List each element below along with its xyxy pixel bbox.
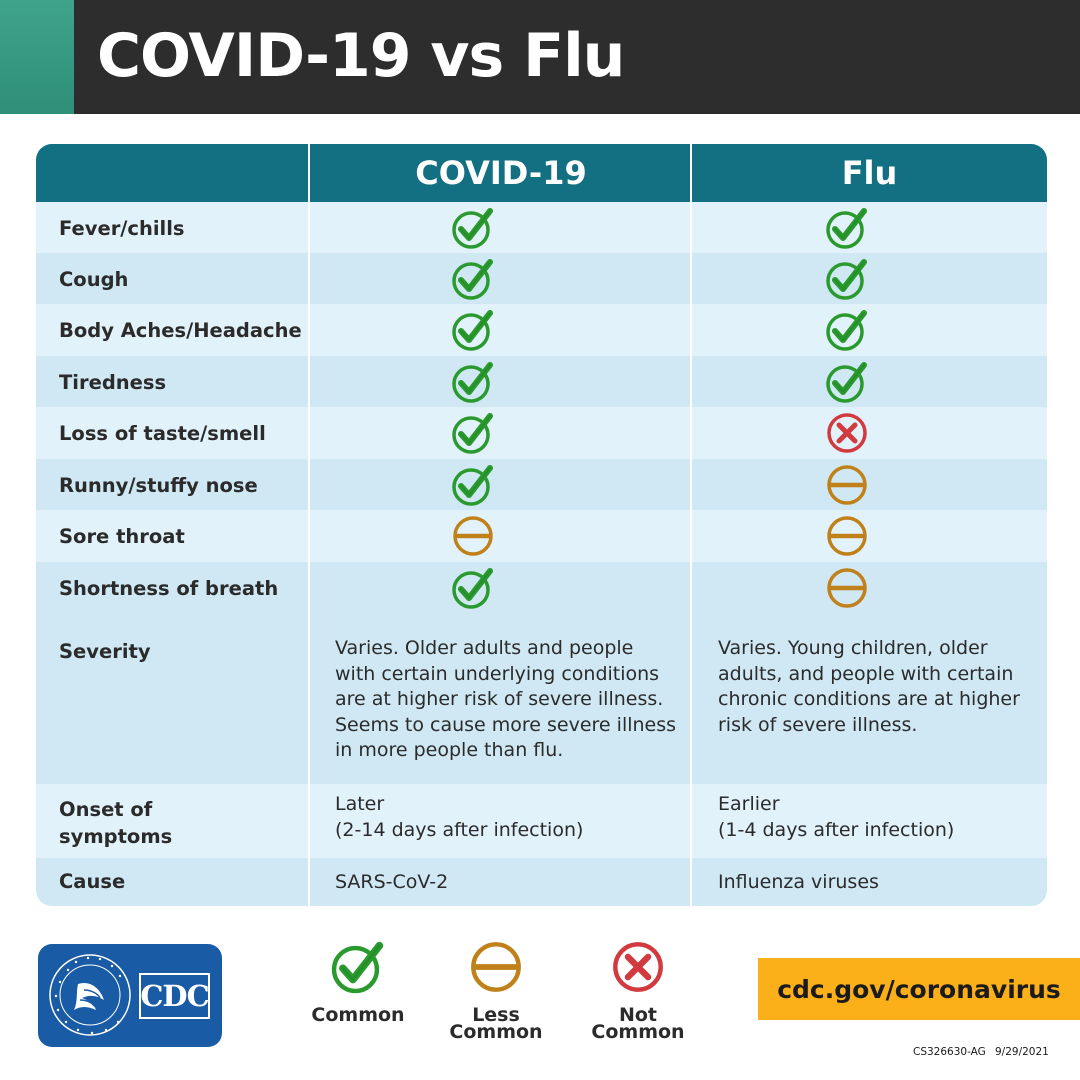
table-row-severity: [36, 614, 1047, 784]
table-row: [36, 510, 1047, 562]
check-circle-icon: [450, 205, 496, 251]
row-label: Tiredness: [59, 370, 167, 394]
table-row-cause: [36, 858, 1047, 906]
check-circle-icon: [824, 359, 870, 405]
cdc-hhs-logo: [38, 944, 222, 1047]
text-line: with certain underlying conditions: [335, 662, 660, 685]
text-line: Seems to cause more severe illness: [335, 713, 677, 736]
text-line: (2-14 days after infection): [335, 818, 584, 841]
legend-common: [306, 938, 410, 1028]
document-code: CS326630-AG: [913, 1046, 986, 1058]
text-line: Varies. Young children, older: [718, 637, 988, 659]
check-circle-icon: [450, 462, 496, 508]
text-line: Later: [335, 793, 385, 815]
cdc-logo-text: CDC: [140, 979, 209, 1013]
row-label: Body Aches/Headache: [59, 319, 302, 342]
check-circle-icon: [329, 938, 387, 996]
row-label-cause: Cause: [59, 870, 126, 893]
minus-circle-icon: [824, 565, 870, 611]
text-line: Earlier: [718, 793, 780, 815]
column-header-flu: Flu: [841, 154, 898, 192]
text-line: Varies. Older adults and people: [335, 637, 634, 659]
onset-flu-text: [718, 792, 954, 843]
check-circle-icon: [450, 410, 496, 456]
check-circle-icon: [450, 307, 496, 353]
text-line: Not: [618, 1004, 658, 1026]
onset-covid-text: [335, 792, 583, 843]
text-line: in more people than flu.: [335, 739, 564, 761]
header-accent: [0, 0, 74, 114]
legend-label-less-common: [444, 1004, 548, 1043]
row-label: Sore throat: [59, 525, 185, 548]
cdc-url-link[interactable]: cdc.gov/coronavirus: [758, 958, 1080, 1020]
table-row: [36, 356, 1047, 407]
text-line: (1-4 days after infection): [718, 818, 955, 841]
text-line: Common: [591, 1021, 685, 1043]
check-circle-icon: [824, 256, 870, 302]
row-label-severity: Severity: [59, 640, 151, 663]
row-label: Cough: [59, 267, 129, 291]
text-line: adults, and people with certain: [718, 662, 1014, 685]
comparison-table: [36, 144, 1047, 906]
text-line: risk of severe illness.: [718, 713, 918, 736]
check-circle-icon: [450, 256, 496, 302]
legend-not-common: [586, 938, 690, 1043]
severity-flu-text: [718, 636, 1020, 738]
minus-circle-icon: [467, 938, 525, 996]
text-line: Onset of: [59, 798, 153, 821]
minus-circle-icon: [824, 513, 870, 559]
cause-covid-text: SARS-CoV-2: [335, 871, 449, 893]
table-header: [36, 144, 1047, 202]
table-row: [36, 253, 1047, 304]
table-row-onset: [36, 784, 1047, 858]
text-line: Common: [449, 1021, 543, 1043]
minus-circle-icon: [450, 513, 496, 559]
row-label: Runny/stuffy nose: [59, 473, 258, 497]
text-line: are at higher risk of severe illness.: [335, 688, 664, 710]
row-label: Fever/chills: [59, 216, 185, 240]
check-circle-icon: [824, 205, 870, 251]
column-divider: [690, 144, 692, 906]
column-divider: [308, 144, 310, 906]
document-date: 9/29/2021: [995, 1046, 1049, 1058]
table-row: [36, 202, 1047, 253]
text-line: Less: [472, 1004, 520, 1026]
check-circle-icon: [450, 565, 496, 611]
minus-circle-icon: [824, 462, 870, 508]
table-row: [36, 459, 1047, 510]
severity-covid-text: [335, 636, 676, 764]
legend-label-common: Common: [311, 1004, 405, 1026]
x-circle-icon: [824, 410, 870, 456]
legend-label-not-common: [586, 1004, 690, 1043]
x-circle-icon: [609, 938, 667, 996]
check-circle-icon: [450, 359, 496, 405]
header-bar: [0, 0, 1080, 114]
page-title: COVID-19 vs Flu: [97, 21, 625, 91]
table-row: [36, 562, 1047, 614]
row-label: Loss of taste/smell: [59, 422, 266, 445]
row-label: Shortness of breath: [59, 577, 279, 600]
check-circle-icon: [824, 307, 870, 353]
column-header-covid: COVID-19: [415, 154, 587, 192]
cause-flu-text: Influenza viruses: [718, 871, 879, 893]
table-row: [36, 304, 1047, 356]
legend-less-common: [444, 938, 548, 1043]
row-label-onset: [59, 796, 172, 850]
table-row: [36, 407, 1047, 459]
text-line: symptoms: [59, 825, 173, 848]
text-line: chronic conditions are at higher: [718, 688, 1020, 710]
